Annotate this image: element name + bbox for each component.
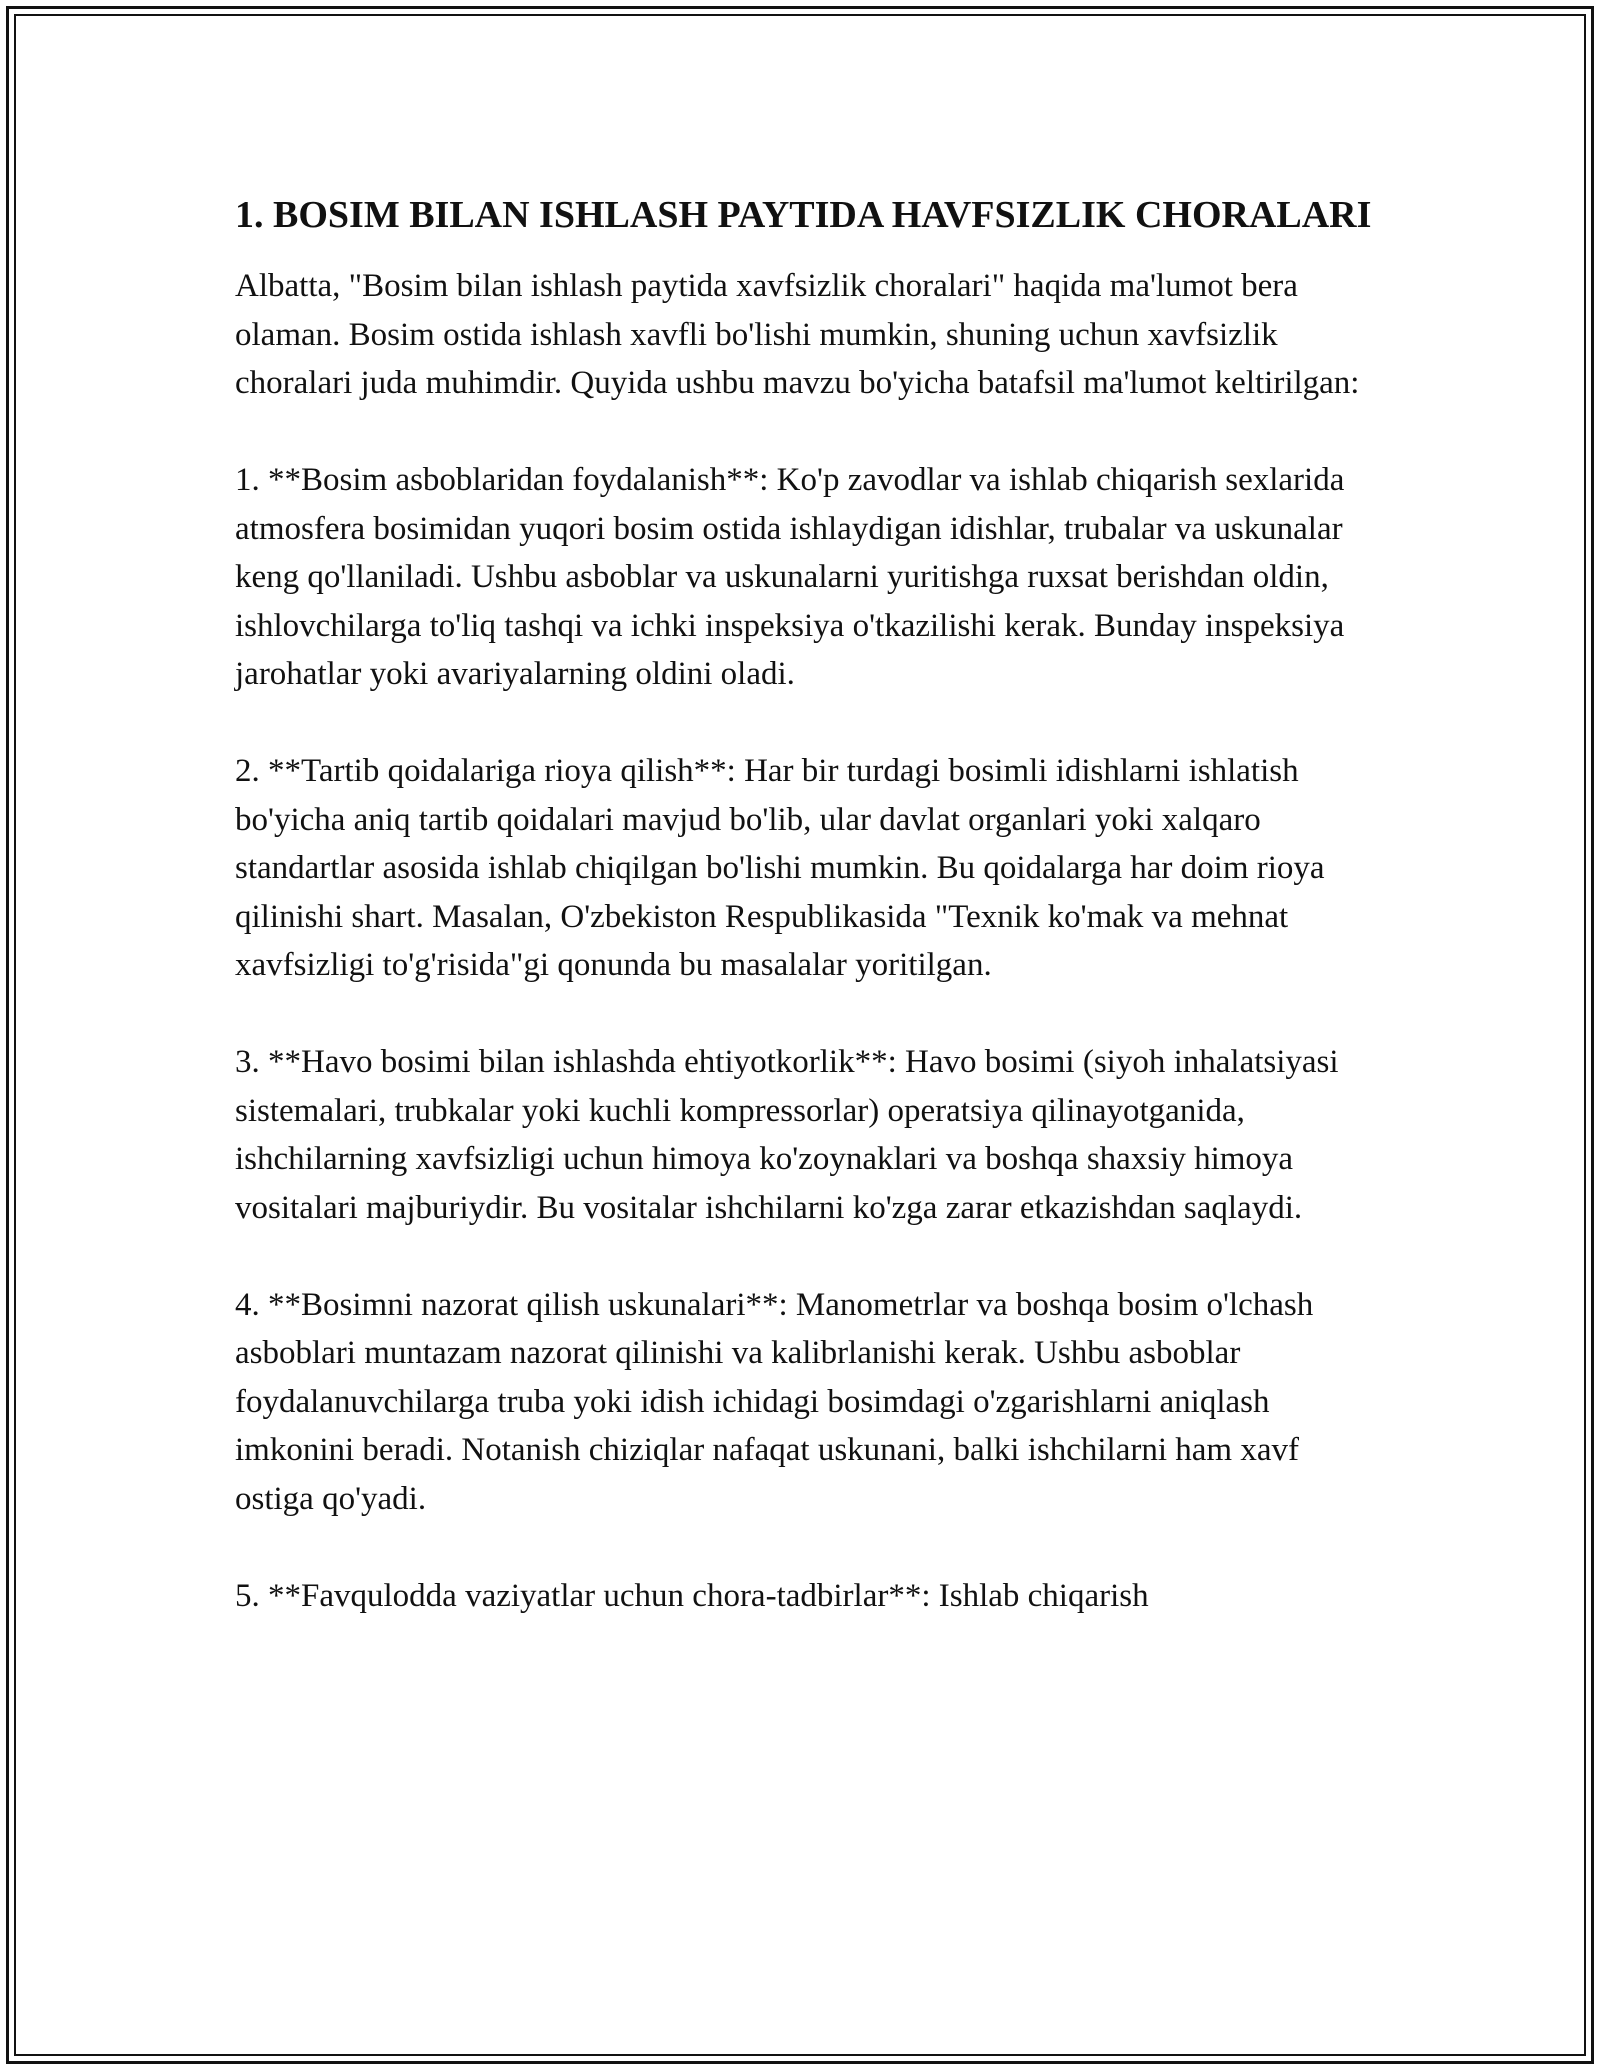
intro-paragraph: Albatta, "Bosim bilan ishlash paytida xavfsizlik choralari" haqida ma'lumot bera olaman. Bosim ostida ishlash xavfli bo'lishi mumkin, shuning uchun xavfsizlik choralari juda muhimdir. Quyida ushbu mavzu bo'yicha batafsil ma'lumot keltirilgan: <box>235 268 1360 401</box>
list-item-4-paragraph: 4. **Bosimni nazorat qilish uskunalari**: Manometrlar va boshqa bosim o'lchash asboblari muntazam nazorat qilinishi va kalibrlanishi kerak. Ushbu asboblar foydalanuvchilarga truba yoki idish ichidagi bosimdagi o'zgarishlarni aniqlash imkonini beradi. Notanish chiziqlar nafaqat uskunani, balki ishchilarni ham xavf ostiga qo'yadi. <box>235 1286 1314 1517</box>
list-item-1-paragraph: 1. **Bosim asboblaridan foydalanish**: Ko'p zavodlar va ishlab chiqarish sexlarida atmosfera bosimidan yuqori bosim ostida ishlaydigan idishlar, trubalar va uskunalar keng qo'llaniladi. Ushbu asboblar va uskunalarni yuritishga ruxsat berishdan oldin, ishlovchilarga to'liq tashqi va ichki inspeksiya o'tkazilishi kerak. Bunday inspeksiya jarohatlar yoki avariyalarning oldini oladi. <box>235 462 1345 692</box>
document-body <box>235 188 1385 1669</box>
list-item-2-paragraph: 2. **Tartib qoidalariga rioya qilish**: Har bir turdagi bosimli idishlarni ishlatish bo'yicha aniq tartib qoidalari mavjud bo'lib, ular davlat organlari yoki xalqaro standartlar asosida ishlab chiqilgan bo'lishi mumkin. Bu qoidalarga har doim rioya qilinishi shart. Masalan, O'zbekiston Respublikasida "Texnik ko'mak va mehnat xavfsizligi to'g'risida"gi qonunda bu masalalar yoritilgan. <box>235 753 1325 983</box>
list-item-5-paragraph: 5. **Favqulodda vaziyatlar uchun chora-tadbirlar**: Ishlab chiqarish <box>235 1577 1149 1614</box>
list-item-3-paragraph: 3. **Havo bosimi bilan ishlashda ehtiyotkorlik**: Havo bosimi (siyoh inhalatsiyasi sistemalari, trubkalar yoki kuchli kompressorlar) operatsiya qilinayotganida, ishchilarning xavfsizligi uchun himoya ko'zoynaklari va boshqa shaxsiy himoya vositalari majburiydir. Bu vositalar ishchilarni ko'zga zarar etkazishdan saqlaydi. <box>235 1044 1339 1226</box>
document-title: 1. BOSIM BILAN ISHLASH PAYTIDA HAVFSIZLIK CHORALARI <box>235 194 1372 236</box>
